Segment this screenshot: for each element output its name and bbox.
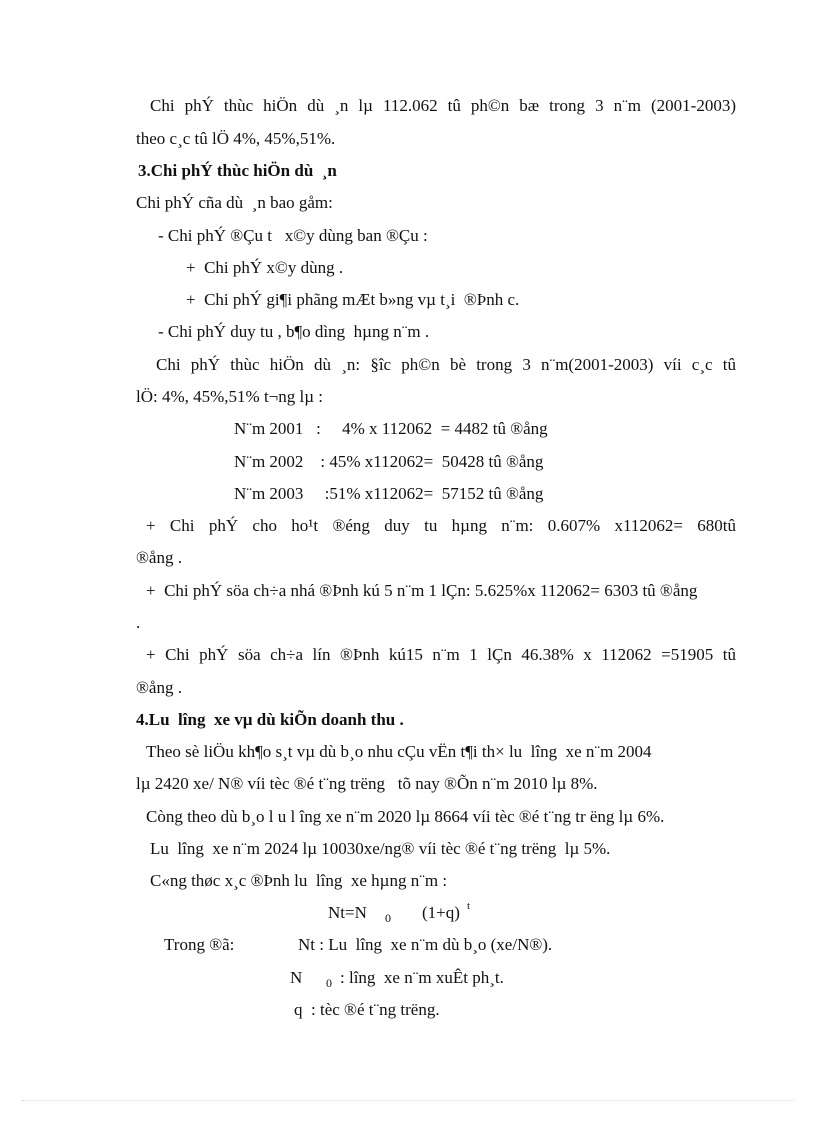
legend-n0-subscript: 0 [326, 976, 332, 990]
cost-item-annual-maintenance: + Chi phÝ cho ho¹t ®éng duy tu hµng n¨m: 0.607% x112062= 680tû [146, 516, 736, 535]
legend-n0-symbol: N [290, 968, 303, 987]
legend-n0: : lîng xe n¨m xuÊt ph¸t. [340, 968, 504, 987]
formula-main: Nt=N [328, 903, 367, 922]
paragraph-line-3: Chi phÝ cña dù ¸n bao gåm: [136, 193, 333, 212]
paragraph-line-4: Chi phÝ thùc hiÖn dù ¸n: §îc ph©n bè trong 3 n¨m(2001-2003) víi c¸c tû [156, 355, 736, 374]
list-item-maintenance: - Chi phÝ duy tu , b¶o dìng hµng n¨m . [158, 322, 430, 341]
list-subitem-construction: + Chi phÝ x©y dùng . [186, 258, 344, 277]
cost-item-major-repair: + Chi phÝ söa ch÷a lín ®Þnh kú15 n¨m 1 lÇn 46.38% x 112062 =51905 tû [146, 645, 736, 664]
legend-label: Trong ®ã: [164, 935, 235, 954]
cost-item-annual-maintenance-cont: ®ång . [136, 548, 182, 567]
paragraph-line-2: theo c¸c tû lÖ 4%, 45%,51%. [136, 129, 336, 148]
paragraph-line-8: Còng theo dù b¸o l u l îng xe n¨m 2020 lµ 8664 víi tèc ®é t¨ng tr ëng lµ 6%. [146, 807, 665, 826]
calc-line-2001: N¨m 2001 : 4% x 112062 = 4482 tû ®ång [234, 419, 548, 438]
paragraph-line-7: lµ 2420 xe/ N® víi tèc ®é t¨ng trëng tõ nay ®Õn n¨m 2010 lµ 8%. [136, 774, 598, 793]
formula-subscript: 0 [385, 911, 391, 925]
paragraph-line-5: lÖ: 4%, 45%,51% t¬ng lµ : [136, 387, 324, 406]
legend-q: q : tèc ®é t¨ng trëng. [294, 1000, 440, 1019]
formula-superscript: t [467, 900, 471, 912]
list-item-initial-investment: - Chi phÝ ®Çu t x©y dùng ban ®Çu : [158, 226, 428, 245]
paragraph-line-6: Theo sè liÖu kh¶o s¸t vµ dù b¸o nhu cÇu vËn t¶i th× lu lîng xe n¨m 2004 [146, 742, 652, 761]
list-subitem-clearance: + Chi phÝ gi¶i phãng mÆt b»ng vµ t¸i ®Þnh c. [186, 290, 520, 309]
calc-line-2003: N¨m 2003 :51% x112062= 57152 tû ®ång [234, 484, 544, 503]
paragraph-line-9: Lu lîng xe n¨m 2024 lµ 10030xe/ng® víi tèc ®é t¨ng trëng lµ 5%. [150, 839, 611, 858]
page-bottom-rule [22, 1100, 794, 1101]
legend-nt: Nt : Lu lîng xe n¨m dù b¸o (xe/N®). [298, 935, 553, 954]
paragraph-line-10: C«ng thøc x¸c ®Þnh lu lîng xe hµng n¨m : [150, 871, 448, 890]
cost-item-minor-repair: + Chi phÝ söa ch÷a nhá ®Þnh kú 5 n¨m 1 lÇn: 5.625%x 112062= 6303 tû ®ång [146, 581, 698, 600]
cost-item-major-repair-cont: ®ång . [136, 678, 182, 697]
section-heading-cost: 3.Chi phÝ thùc hiÖn dù ¸n [138, 161, 337, 180]
cost-item-minor-repair-cont: . [136, 613, 141, 632]
calc-line-2002: N¨m 2002 : 45% x112062= 50428 tû ®ång [234, 452, 544, 471]
paragraph-line-1: Chi phÝ thùc hiÖn dù ¸n lµ 112.062 tû ph©n bæ trong 3 n¨m (2001-2003) [150, 96, 736, 115]
formula-growth: (1+q) [422, 903, 460, 922]
section-heading-traffic: 4.Lu lîng xe vµ dù kiÕn doanh thu . [136, 710, 404, 729]
